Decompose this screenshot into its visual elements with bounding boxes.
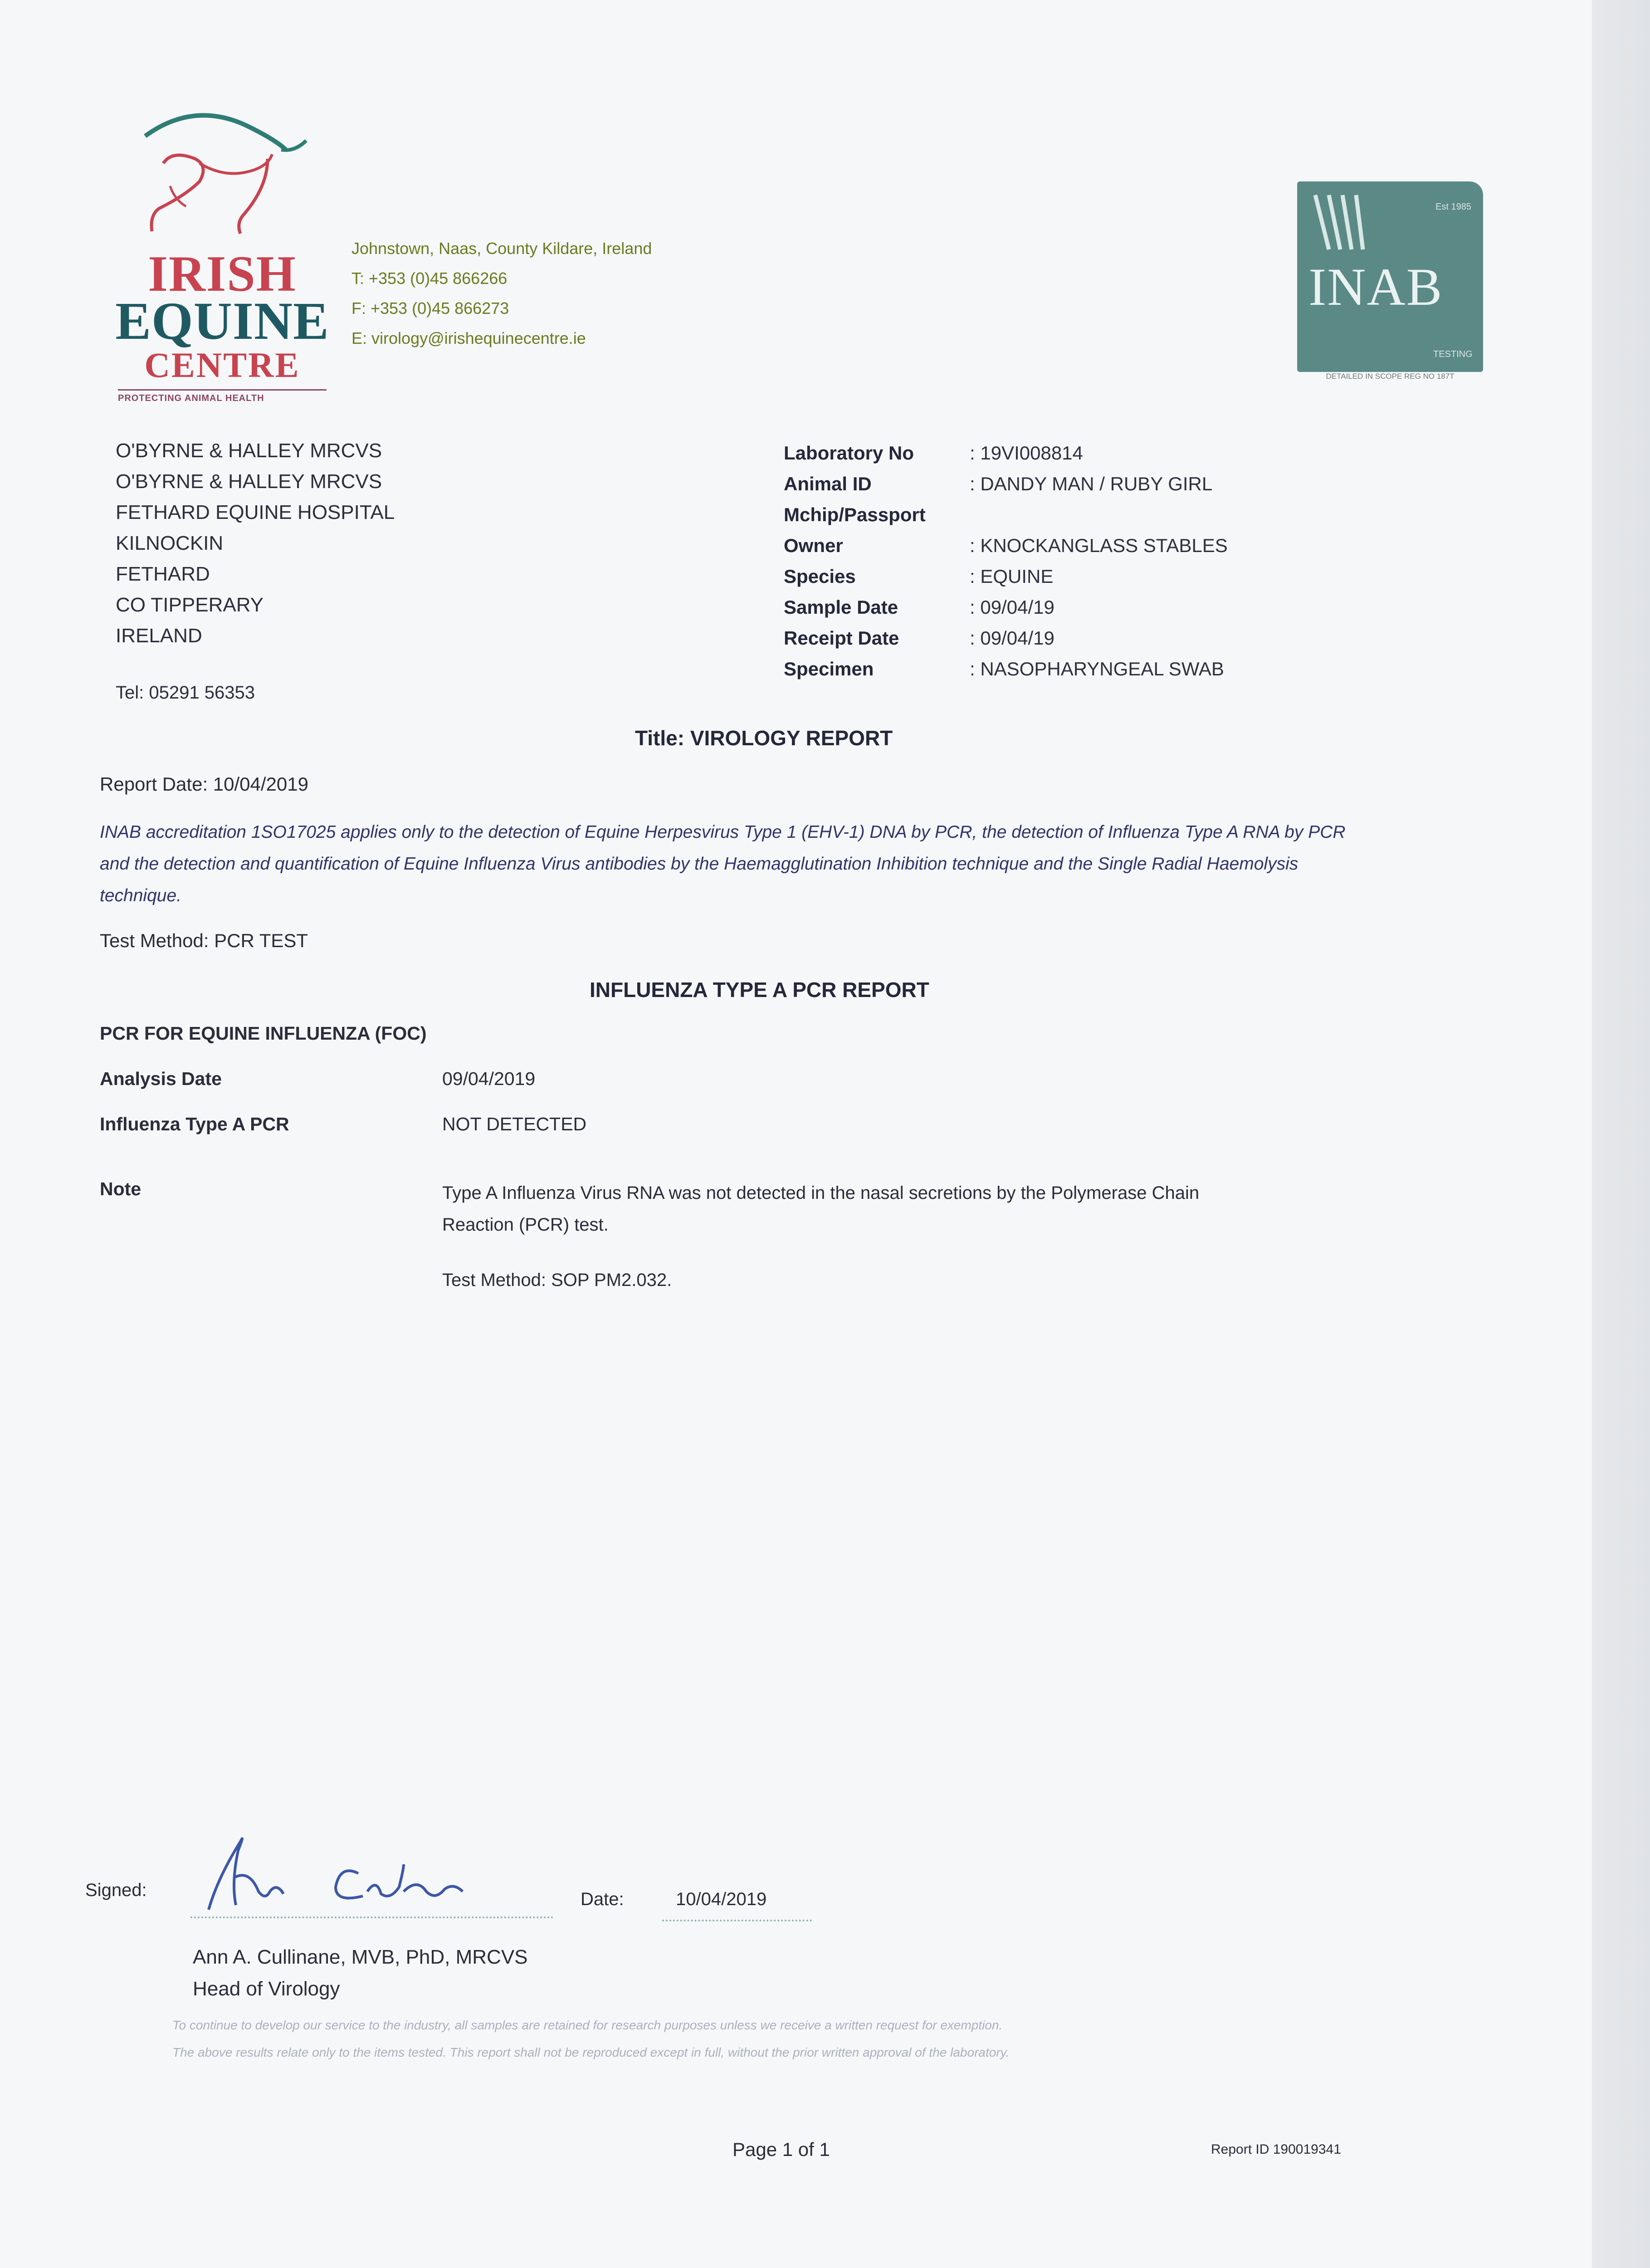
lab-label: Species: [784, 566, 856, 587]
signature-line: [190, 1916, 553, 1918]
lab-value: : EQUINE: [970, 566, 1054, 587]
note-label: Note: [100, 1178, 142, 1199]
laboratory-details: [784, 438, 1228, 684]
signature-date-value: 10/04/2019: [676, 1889, 767, 1909]
analysis-date-value: 09/04/2019: [442, 1068, 536, 1089]
signature-date-label: Date:: [581, 1889, 624, 1909]
lab-row-animal-id: [784, 469, 1228, 499]
test-method: Test Method: PCR TEST: [100, 930, 308, 951]
lab-value: : 09/04/19: [970, 596, 1054, 618]
scan-edge: [1592, 0, 1650, 2268]
lab-label: Sample Date: [784, 596, 898, 618]
contact-fax: F: +353 (0)45 866273: [351, 299, 509, 318]
lab-row-species: [784, 561, 1228, 592]
inab-registration: DETAILED IN SCOPE REG NO 187T: [1326, 372, 1455, 381]
influenza-result-label: Influenza Type A PCR: [100, 1114, 289, 1134]
address-line: IRELAND: [116, 625, 202, 647]
lab-value: : DANDY MAN / RUBY GIRL: [970, 473, 1213, 494]
inab-stripes-icon: [1311, 191, 1383, 254]
lab-label: Receipt Date: [784, 627, 899, 649]
lab-row-owner: [784, 530, 1228, 561]
lab-row-laboratory-no: [784, 438, 1228, 469]
recipient-address: [116, 435, 395, 651]
lab-row-receipt-date: [784, 623, 1228, 654]
inab-est: Est 1985: [1435, 202, 1471, 212]
influenza-result-value: NOT DETECTED: [442, 1114, 587, 1134]
horse-logo-icon: [132, 109, 313, 245]
report-id: Report ID 190019341: [1211, 2142, 1341, 2157]
date-line: [662, 1920, 812, 1921]
handwritten-signature: [190, 1823, 517, 1919]
lab-label: Animal ID: [784, 473, 872, 494]
sop-method: Test Method: SOP PM2.032.: [442, 1270, 672, 1290]
lab-row-sample-date: [784, 592, 1228, 623]
inab-text: INAB: [1308, 257, 1443, 317]
inab-badge-background: [1297, 181, 1483, 372]
logo-word-centre: CENTRE: [144, 345, 300, 385]
contact-phone: T: +353 (0)45 866266: [351, 269, 508, 288]
contact-address: Johnstown, Naas, County Kildare, Ireland: [351, 239, 652, 258]
disclaimer-line: The above results relate only to the items tested. This report shall not be reproduced except in full, without the prior written approval of the laboratory.: [172, 2045, 1010, 2059]
logo-word-equine: EQUINE: [115, 291, 329, 351]
signer-role: Head of Virology: [193, 1978, 340, 2000]
address-line: O'BYRNE & HALLEY MRCVS: [116, 470, 382, 493]
analysis-date-label: Analysis Date: [100, 1068, 222, 1089]
report-date: Report Date: 10/04/2019: [100, 773, 308, 795]
logo-tagline: PROTECTING ANIMAL HEALTH: [118, 389, 327, 404]
signed-label: Signed:: [85, 1880, 147, 1900]
address-line: FETHARD EQUINE HOSPITAL: [116, 501, 395, 523]
page-number: Page 1 of 1: [732, 2139, 830, 2160]
recipient-telephone: Tel: 05291 56353: [116, 683, 255, 703]
lab-value: : 19VI008814: [970, 442, 1083, 464]
logo-word-irish: IRISH: [148, 246, 297, 302]
address-line: KILNOCKIN: [116, 532, 224, 554]
disclaimer: [172, 2012, 1424, 2066]
report-title: Title: VIROLOGY REPORT: [635, 726, 893, 750]
pcr-heading: PCR FOR EQUINE INFLUENZA (FOC): [100, 1023, 427, 1044]
address-line: CO TIPPERARY: [116, 594, 264, 616]
lab-value: : NASOPHARYNGEAL SWAB: [970, 658, 1224, 679]
signer-name: Ann A. Cullinane, MVB, PhD, MRCVS: [193, 1946, 528, 1968]
address-line: FETHARD: [116, 563, 210, 585]
lab-row-mchip-passport: [784, 499, 1228, 530]
irish-equine-centre-logo: [113, 109, 331, 408]
contact-details: [351, 234, 652, 353]
lab-label: Laboratory No: [784, 442, 914, 464]
lab-row-specimen: [784, 654, 1228, 684]
lab-value: : 09/04/19: [970, 627, 1054, 649]
address-line: O'BYRNE & HALLEY MRCVS: [116, 440, 382, 462]
inab-testing: TESTING: [1433, 349, 1473, 359]
signer-block: [193, 1941, 528, 2005]
contact-email: E: virology@irishequinecentre.ie: [351, 329, 586, 347]
lab-label: Owner: [784, 535, 843, 556]
section-title: INFLUENZA TYPE A PCR REPORT: [590, 978, 929, 1002]
inab-accreditation-badge: [1297, 181, 1483, 395]
lab-label: Specimen: [784, 658, 874, 679]
accreditation-note: INAB accreditation 1SO17025 applies only to the detection of Equine Herpesvirus Type 1 (EHV-1) DNA by PCR, the detection of Influenza Type A RNA by PCR and the detection and quantification of Equine Influenza Virus antibodies by the Haemagglutination Inhibition technique and the Single Radial Haemolysis technique.: [100, 822, 1346, 905]
lab-label: Mchip/Passport: [784, 504, 926, 525]
lab-value: : KNOCKANGLASS STABLES: [970, 535, 1228, 556]
note-text: Type A Influenza Virus RNA was not detected in the nasal secretions by the Polymerase Chain Reaction (PCR) test.: [442, 1183, 1200, 1235]
disclaimer-line: To continue to develop our service to the industry, all samples are retained for research purposes unless we receive a written request for exemption.: [172, 2018, 1003, 2032]
